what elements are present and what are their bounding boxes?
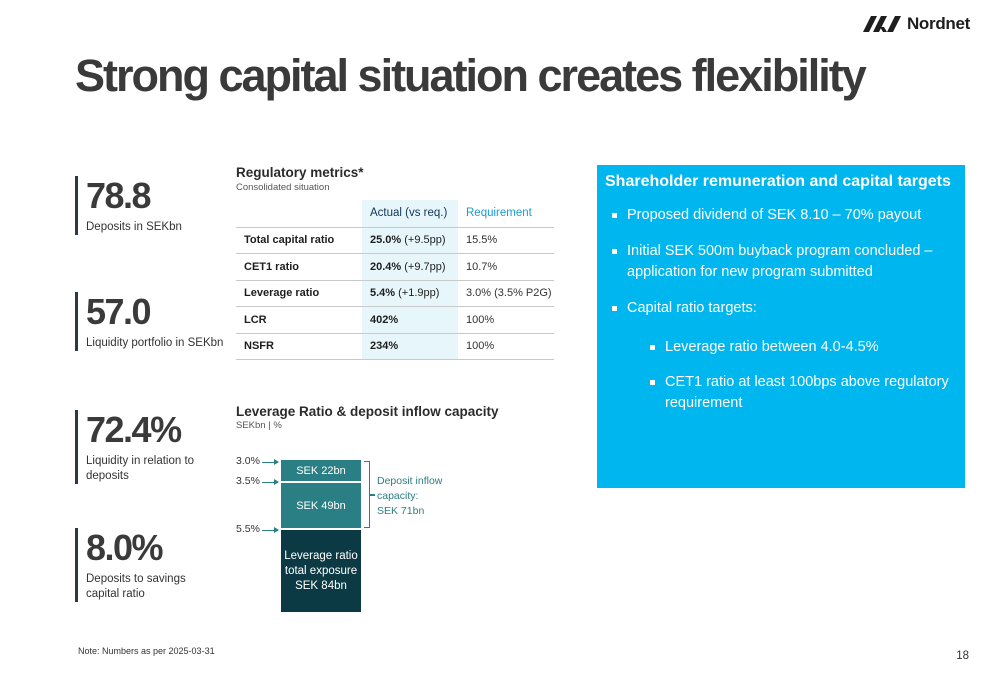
table-row	[236, 333, 554, 360]
metric-requirement: 100%	[458, 307, 554, 334]
metric-name: Total capital ratio	[236, 227, 362, 254]
kpi-deposits	[75, 176, 182, 235]
square-bullet-icon	[612, 213, 617, 218]
header-metric	[236, 200, 362, 227]
metric-name: CET1 ratio	[236, 254, 362, 281]
table-row	[236, 254, 554, 281]
header-actual: Actual (vs req.)	[370, 207, 448, 220]
kpi-liquidity-portfolio	[75, 292, 223, 351]
nordnet-logo-icon	[863, 16, 901, 32]
kpi-label: Liquidity portfolio in SEKbn	[86, 337, 224, 349]
arrow-right-icon	[262, 462, 278, 463]
metric-requirement: 100%	[458, 333, 554, 360]
level-label: 5.5%	[236, 523, 260, 535]
metric-requirement: 3.0% (3.5% P2G)	[458, 280, 554, 307]
actual-value: 25.0%	[370, 234, 402, 247]
table-row	[236, 280, 554, 307]
kpi-label-line: deposits	[86, 470, 129, 482]
kpi-label-line: Deposits to savings	[86, 573, 186, 585]
deposit-inflow-capacity	[377, 474, 457, 519]
metric-requirement: 10.7%	[458, 254, 554, 281]
square-bullet-icon	[612, 306, 617, 311]
arrow-right-icon	[262, 530, 278, 531]
metric-actual	[362, 254, 458, 281]
header-requirement: Requirement	[466, 207, 532, 220]
regulatory-title: Regulatory metrics*	[236, 165, 364, 180]
bullet-text: CET1 ratio at least 100bps above regulatory requirement	[665, 374, 949, 411]
metric-actual	[362, 227, 458, 254]
actual-delta: (+1.9pp)	[398, 287, 440, 300]
brace-text-line: capacity:	[377, 490, 419, 502]
kpi-value: 78.8	[86, 175, 151, 216]
metric-name: LCR	[236, 307, 362, 334]
shareholder-panel	[597, 165, 965, 488]
bar-sek-49bn: SEK 49bn	[281, 483, 361, 528]
list-item	[605, 205, 957, 226]
square-bullet-icon	[612, 249, 617, 254]
footnote: Note: Numbers as per 2025-03-31	[78, 646, 215, 656]
page-title: Strong capital situation creates flexibility	[75, 50, 865, 101]
leverage-subtitle: SEKbn | %	[236, 420, 282, 431]
brace-text-line: Deposit inflow	[377, 475, 443, 487]
actual-value: 402%	[370, 313, 399, 326]
brace-text-line: SEK 71bn	[377, 505, 425, 517]
actual-delta: (+9.5pp)	[404, 234, 446, 247]
table-row	[236, 227, 554, 254]
panel-title: Shareholder remuneration and capital targets	[605, 173, 951, 190]
metric-actual	[362, 280, 458, 307]
list-item	[605, 298, 957, 319]
kpi-value: 57.0	[86, 291, 151, 332]
brand-logo	[863, 14, 970, 34]
bullet-text: Capital ratio targets:	[627, 300, 757, 316]
table-row	[236, 307, 554, 334]
regulatory-table	[236, 200, 554, 360]
sub-list-item	[605, 337, 957, 358]
actual-value: 234%	[370, 340, 399, 353]
metric-name: Leverage ratio	[236, 280, 362, 307]
sub-list-item	[605, 372, 957, 414]
kpi-label-line: Liquidity in relation to	[86, 455, 195, 467]
actual-value: 20.4%	[370, 260, 402, 273]
kpi-label	[86, 454, 194, 484]
kpi-liquidity-ratio	[75, 410, 194, 484]
brace-tick	[370, 494, 375, 496]
bullet-text: Proposed dividend of SEK 8.10 – 70% payout	[627, 207, 922, 223]
metric-requirement: 15.5%	[458, 227, 554, 254]
kpi-value: 72.4%	[86, 409, 181, 450]
page-number: 18	[956, 650, 969, 662]
bar-label-line: Leverage ratio	[284, 549, 358, 562]
metric-actual	[362, 333, 458, 360]
bullet-text: Initial SEK 500m buyback program concluded – application for new program submitted	[627, 243, 933, 280]
level-label: 3.0%	[236, 455, 260, 467]
panel-bullet-list	[605, 205, 957, 414]
list-item	[605, 241, 957, 283]
kpi-label	[86, 572, 186, 602]
actual-value: 5.4%	[370, 287, 396, 300]
square-bullet-icon	[650, 345, 655, 350]
metric-name: NSFR	[236, 333, 362, 360]
square-bullet-icon	[650, 380, 655, 385]
actual-delta: (+9.7pp)	[404, 260, 446, 273]
kpi-value: 8.0%	[86, 527, 163, 568]
bar-total-exposure	[281, 530, 361, 612]
bullet-text: Leverage ratio between 4.0-4.5%	[665, 339, 879, 355]
bar-label-line: SEK 84bn	[295, 579, 347, 592]
arrow-right-icon	[262, 482, 278, 483]
level-label: 3.5%	[236, 475, 260, 487]
bar-label-line: total exposure	[284, 564, 358, 577]
metric-actual	[362, 307, 458, 334]
leverage-title: Leverage Ratio & deposit inflow capacity	[236, 404, 499, 419]
table-header-row	[236, 200, 554, 227]
brand-name: Nordnet	[906, 14, 970, 33]
bar-sek-22bn: SEK 22bn	[281, 460, 361, 481]
kpi-deposits-to-savings	[75, 528, 186, 602]
kpi-label: Deposits in SEKbn	[86, 221, 182, 233]
regulatory-subtitle: Consolidated situation	[236, 182, 330, 193]
kpi-label-line: capital ratio	[86, 588, 145, 600]
